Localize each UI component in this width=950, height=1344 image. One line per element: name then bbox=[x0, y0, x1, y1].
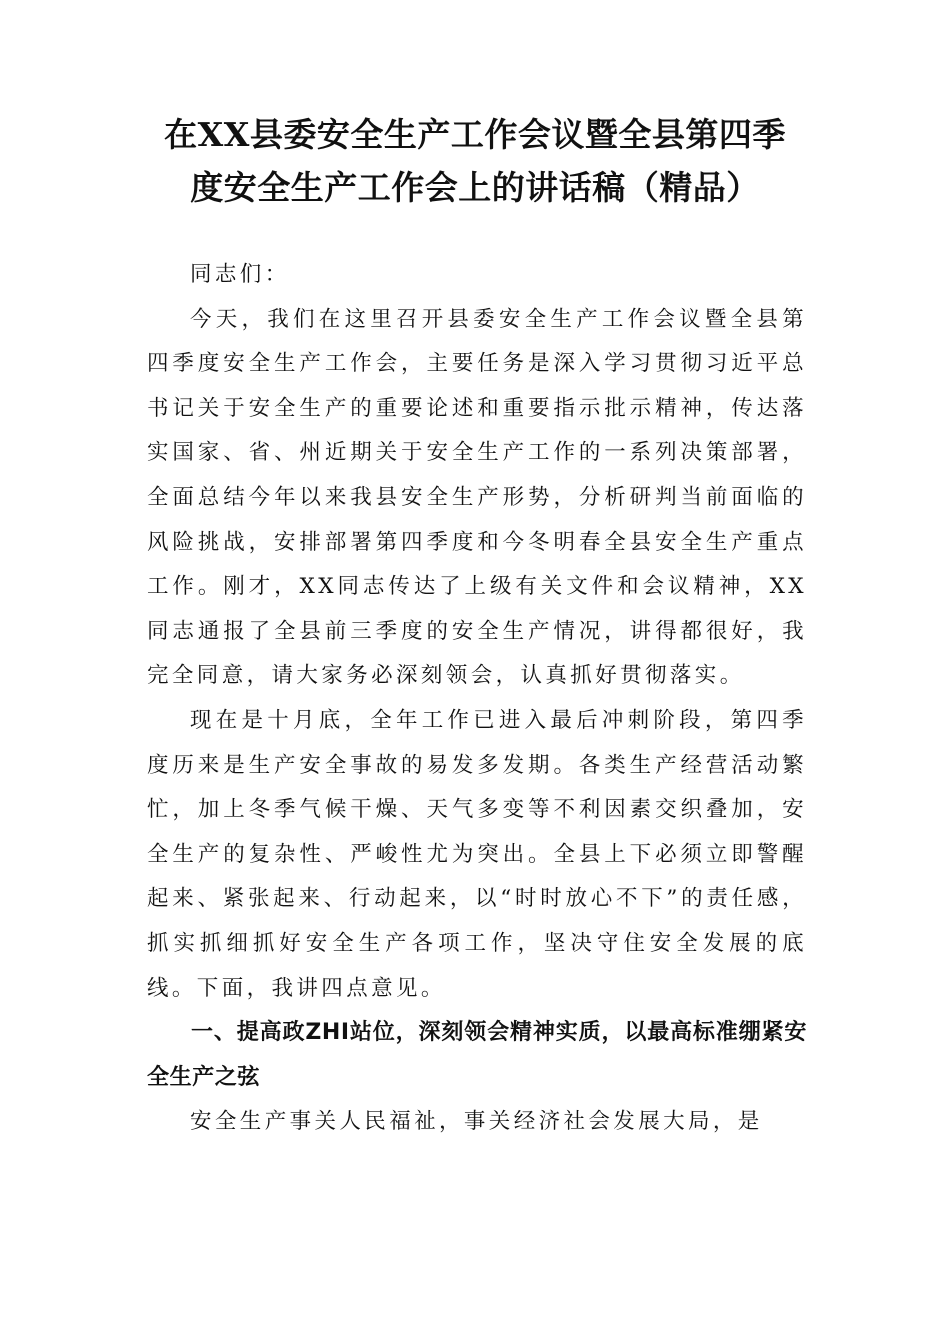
title-line-2: 度安全生产工作会上的讲话稿（精品） bbox=[190, 168, 760, 207]
paragraph-opening: 今天，我们在这里召开县委安全生产工作会议暨全县第四季度安全生产工作会，主要任务是深入学习贯彻习近平总书记关于安全生产的重要论述和重要指示批示精神，传达落实国家、省、州近期关于安全生产工作的一系列决策部署，全面总结今年以来我县安全生产形势，分析研判当前面临的风险挑战，安排部署第四季度和今冬明春全县安全生产重点工作。刚才，XX同志传达了上级有关文件和会议精神，XX同志通报了全县前三季度的安全生产情况，讲得都很好，我完全同意，请大家务必深刻领会，认真抓好贯彻落实。 bbox=[147, 306, 807, 689]
document-body bbox=[147, 253, 807, 1145]
paragraph-section-1-start: 安全生产事关人民福祉，事关经济社会发展大局，是 bbox=[190, 1109, 763, 1135]
paragraph-situation: 现在是十月底，全年工作已进入最后冲刺阶段，第四季度历来是生产安全事故的易发多发期。各类生产经营活动繁忙，加上冬季气候干燥、天气多变等不利因素交织叠加，安全生产的复杂性、严峻性尤为突出。全县上下必须立即警醒起来、紧张起来、行动起来，以“时时放心不下”的责任感，抓实抓细抓好安全生产各项工作，坚决守住安全发展的底线。下面，我讲四点意见。 bbox=[147, 707, 807, 1001]
document-title bbox=[120, 108, 830, 214]
section-heading-1: 一、提高政ZHI站位，深刻领会精神实质，以最高标准绷紧安全生产之弦 bbox=[147, 1020, 807, 1090]
salutation: 同志们： bbox=[190, 262, 290, 287]
title-line-1: 在XX县委安全生产工作会议暨全县第四季 bbox=[164, 115, 786, 154]
